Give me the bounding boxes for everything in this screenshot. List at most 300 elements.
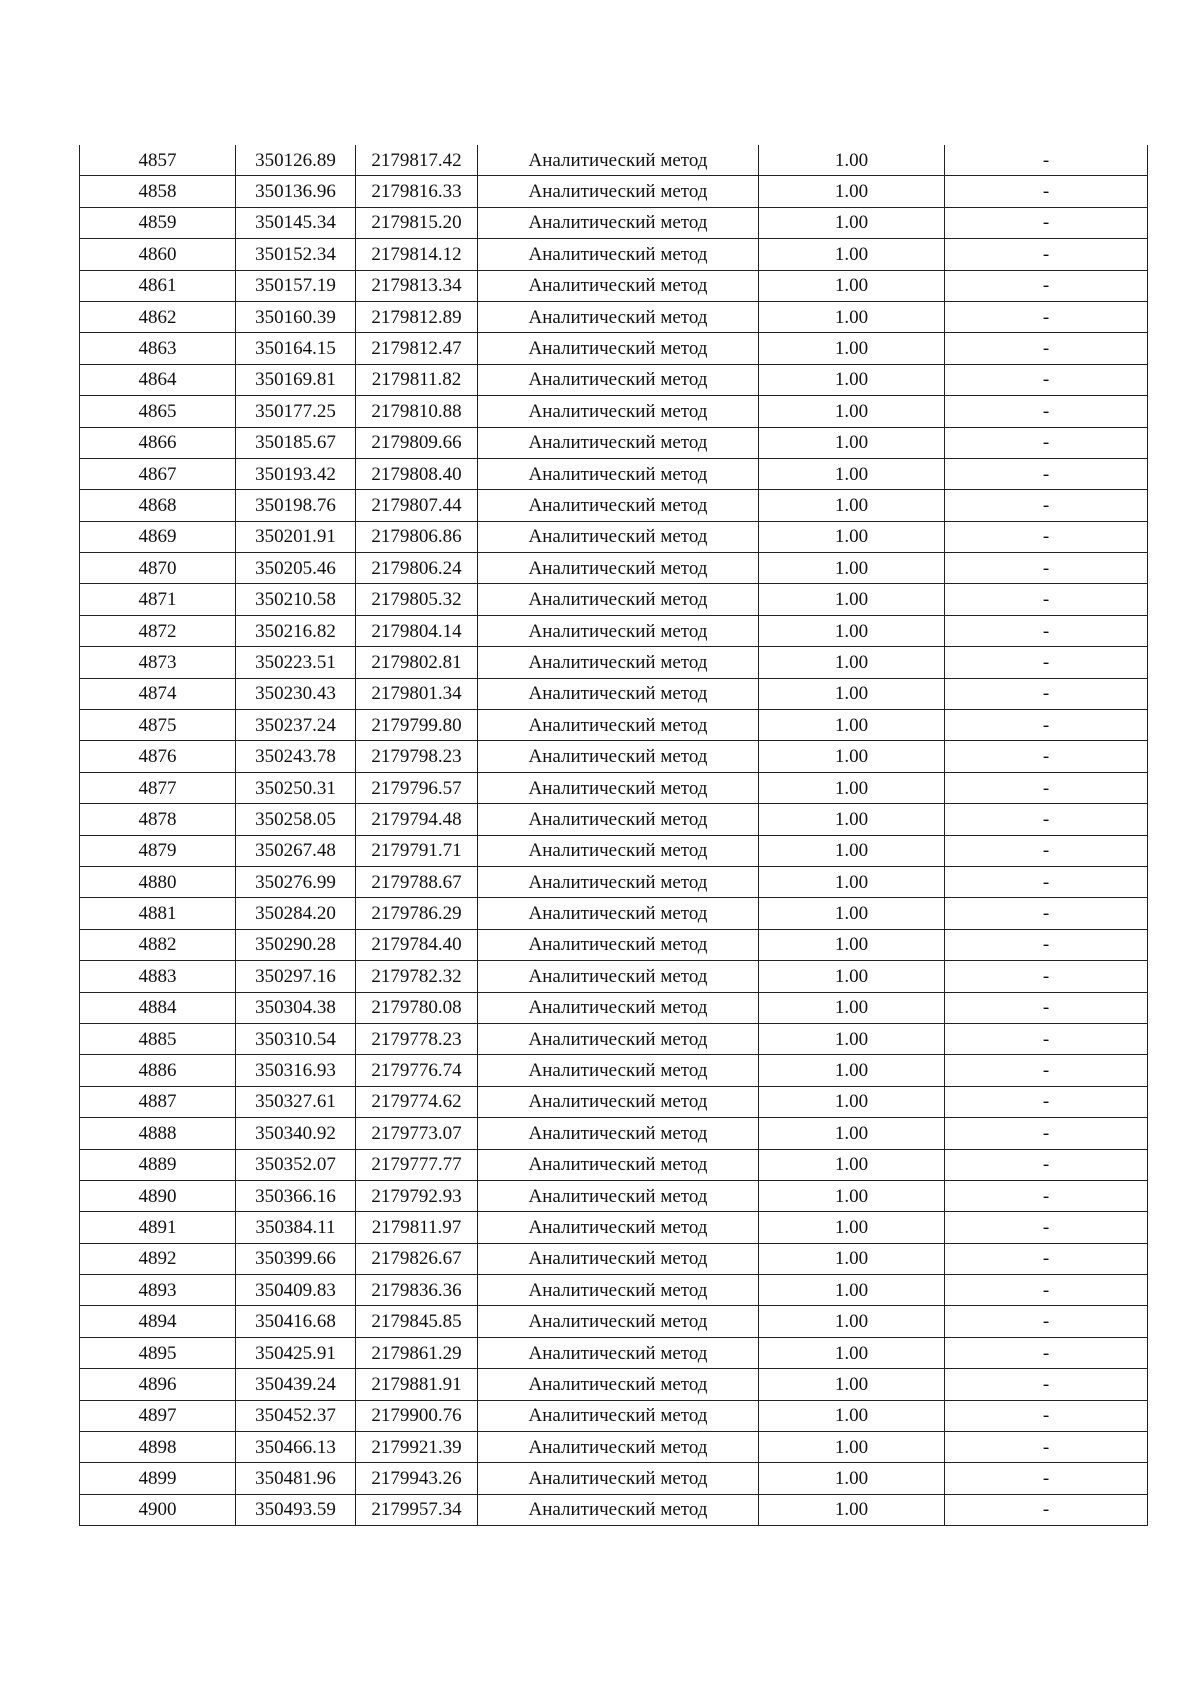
method-cell: Аналитический метод — [478, 1337, 759, 1368]
x-coordinate-cell: 350237.24 — [236, 710, 356, 741]
accuracy-cell: 1.00 — [759, 929, 945, 960]
point-number-cell: 4867 — [80, 458, 236, 489]
note-cell: - — [945, 1212, 1148, 1243]
method-cell: Аналитический метод — [478, 1086, 759, 1117]
method-cell: Аналитический метод — [478, 898, 759, 929]
point-number-cell: 4866 — [80, 427, 236, 458]
note-cell: - — [945, 647, 1148, 678]
accuracy-cell: 1.00 — [759, 145, 945, 176]
table-row — [80, 1400, 1148, 1431]
accuracy-cell: 1.00 — [759, 1118, 945, 1149]
method-cell: Аналитический метод — [478, 521, 759, 552]
x-coordinate-cell: 350258.05 — [236, 804, 356, 835]
accuracy-cell: 1.00 — [759, 772, 945, 803]
method-cell: Аналитический метод — [478, 1494, 759, 1525]
x-coordinate-cell: 350366.16 — [236, 1180, 356, 1211]
x-coordinate-cell: 350416.68 — [236, 1306, 356, 1337]
accuracy-cell: 1.00 — [759, 1432, 945, 1463]
note-cell: - — [945, 176, 1148, 207]
table-row — [80, 176, 1148, 207]
table-row — [80, 1432, 1148, 1463]
point-number-cell: 4861 — [80, 270, 236, 301]
note-cell: - — [945, 396, 1148, 427]
x-coordinate-cell: 350201.91 — [236, 521, 356, 552]
table-row — [80, 521, 1148, 552]
method-cell: Аналитический метод — [478, 396, 759, 427]
table-row — [80, 1463, 1148, 1494]
table-row — [80, 396, 1148, 427]
accuracy-cell: 1.00 — [759, 1306, 945, 1337]
note-cell: - — [945, 301, 1148, 332]
accuracy-cell: 1.00 — [759, 710, 945, 741]
note-cell: - — [945, 1243, 1148, 1274]
x-coordinate-cell: 350425.91 — [236, 1337, 356, 1368]
x-coordinate-cell: 350409.83 — [236, 1275, 356, 1306]
accuracy-cell: 1.00 — [759, 553, 945, 584]
y-coordinate-cell: 2179806.24 — [356, 553, 478, 584]
y-coordinate-cell: 2179811.97 — [356, 1212, 478, 1243]
point-number-cell: 4873 — [80, 647, 236, 678]
y-coordinate-cell: 2179804.14 — [356, 615, 478, 646]
note-cell: - — [945, 1494, 1148, 1525]
point-number-cell: 4896 — [80, 1369, 236, 1400]
y-coordinate-cell: 2179794.48 — [356, 804, 478, 835]
note-cell: - — [945, 678, 1148, 709]
accuracy-cell: 1.00 — [759, 1086, 945, 1117]
table-row — [80, 364, 1148, 395]
note-cell: - — [945, 553, 1148, 584]
table-row — [80, 772, 1148, 803]
point-number-cell: 4859 — [80, 207, 236, 238]
x-coordinate-cell: 350352.07 — [236, 1149, 356, 1180]
accuracy-cell: 1.00 — [759, 1212, 945, 1243]
y-coordinate-cell: 2179788.67 — [356, 866, 478, 897]
method-cell: Аналитический метод — [478, 804, 759, 835]
y-coordinate-cell: 2179809.66 — [356, 427, 478, 458]
table-row — [80, 1275, 1148, 1306]
method-cell: Аналитический метод — [478, 207, 759, 238]
note-cell: - — [945, 929, 1148, 960]
note-cell: - — [945, 1369, 1148, 1400]
method-cell: Аналитический метод — [478, 333, 759, 364]
point-number-cell: 4886 — [80, 1055, 236, 1086]
accuracy-cell: 1.00 — [759, 1400, 945, 1431]
x-coordinate-cell: 350297.16 — [236, 961, 356, 992]
table-row — [80, 866, 1148, 897]
point-number-cell: 4874 — [80, 678, 236, 709]
point-number-cell: 4879 — [80, 835, 236, 866]
note-cell: - — [945, 521, 1148, 552]
note-cell: - — [945, 458, 1148, 489]
note-cell: - — [945, 1118, 1148, 1149]
x-coordinate-cell: 350223.51 — [236, 647, 356, 678]
table-row — [80, 1337, 1148, 1368]
y-coordinate-cell: 2179811.82 — [356, 364, 478, 395]
note-cell: - — [945, 615, 1148, 646]
x-coordinate-cell: 350304.38 — [236, 992, 356, 1023]
note-cell: - — [945, 1180, 1148, 1211]
note-cell: - — [945, 961, 1148, 992]
point-number-cell: 4878 — [80, 804, 236, 835]
table-row — [80, 333, 1148, 364]
note-cell: - — [945, 1432, 1148, 1463]
method-cell: Аналитический метод — [478, 835, 759, 866]
x-coordinate-cell: 350399.66 — [236, 1243, 356, 1274]
y-coordinate-cell: 2179816.33 — [356, 176, 478, 207]
point-number-cell: 4900 — [80, 1494, 236, 1525]
method-cell: Аналитический метод — [478, 1149, 759, 1180]
x-coordinate-cell: 350145.34 — [236, 207, 356, 238]
y-coordinate-cell: 2179810.88 — [356, 396, 478, 427]
method-cell: Аналитический метод — [478, 458, 759, 489]
y-coordinate-cell: 2179815.20 — [356, 207, 478, 238]
point-number-cell: 4872 — [80, 615, 236, 646]
y-coordinate-cell: 2179802.81 — [356, 647, 478, 678]
accuracy-cell: 1.00 — [759, 835, 945, 866]
table-row — [80, 835, 1148, 866]
point-number-cell: 4888 — [80, 1118, 236, 1149]
y-coordinate-cell: 2179780.08 — [356, 992, 478, 1023]
x-coordinate-cell: 350276.99 — [236, 866, 356, 897]
x-coordinate-cell: 350205.46 — [236, 553, 356, 584]
table-row — [80, 929, 1148, 960]
method-cell: Аналитический метод — [478, 961, 759, 992]
y-coordinate-cell: 2179817.42 — [356, 145, 478, 176]
accuracy-cell: 1.00 — [759, 1180, 945, 1211]
y-coordinate-cell: 2179812.89 — [356, 301, 478, 332]
table-row — [80, 1086, 1148, 1117]
y-coordinate-cell: 2179808.40 — [356, 458, 478, 489]
point-number-cell: 4894 — [80, 1306, 236, 1337]
x-coordinate-cell: 350230.43 — [236, 678, 356, 709]
table-row — [80, 301, 1148, 332]
y-coordinate-cell: 2179836.36 — [356, 1275, 478, 1306]
point-number-cell: 4892 — [80, 1243, 236, 1274]
accuracy-cell: 1.00 — [759, 1494, 945, 1525]
method-cell: Аналитический метод — [478, 710, 759, 741]
accuracy-cell: 1.00 — [759, 1023, 945, 1054]
note-cell: - — [945, 364, 1148, 395]
note-cell: - — [945, 772, 1148, 803]
table-row — [80, 1023, 1148, 1054]
x-coordinate-cell: 350466.13 — [236, 1432, 356, 1463]
note-cell: - — [945, 490, 1148, 521]
point-number-cell: 4885 — [80, 1023, 236, 1054]
method-cell: Аналитический метод — [478, 145, 759, 176]
note-cell: - — [945, 1086, 1148, 1117]
method-cell: Аналитический метод — [478, 929, 759, 960]
x-coordinate-cell: 350169.81 — [236, 364, 356, 395]
accuracy-cell: 1.00 — [759, 1369, 945, 1400]
note-cell: - — [945, 1306, 1148, 1337]
accuracy-cell: 1.00 — [759, 1149, 945, 1180]
x-coordinate-cell: 350439.24 — [236, 1369, 356, 1400]
table-row — [80, 615, 1148, 646]
note-cell: - — [945, 835, 1148, 866]
note-cell: - — [945, 1337, 1148, 1368]
note-cell: - — [945, 741, 1148, 772]
note-cell: - — [945, 804, 1148, 835]
x-coordinate-cell: 350198.76 — [236, 490, 356, 521]
accuracy-cell: 1.00 — [759, 804, 945, 835]
y-coordinate-cell: 2179845.85 — [356, 1306, 478, 1337]
point-number-cell: 4858 — [80, 176, 236, 207]
x-coordinate-cell: 350185.67 — [236, 427, 356, 458]
method-cell: Аналитический метод — [478, 1275, 759, 1306]
y-coordinate-cell: 2179881.91 — [356, 1369, 478, 1400]
point-number-cell: 4887 — [80, 1086, 236, 1117]
y-coordinate-cell: 2179805.32 — [356, 584, 478, 615]
accuracy-cell: 1.00 — [759, 1275, 945, 1306]
point-number-cell: 4889 — [80, 1149, 236, 1180]
note-cell: - — [945, 1023, 1148, 1054]
y-coordinate-cell: 2179801.34 — [356, 678, 478, 709]
accuracy-cell: 1.00 — [759, 647, 945, 678]
y-coordinate-cell: 2179796.57 — [356, 772, 478, 803]
x-coordinate-cell: 350136.96 — [236, 176, 356, 207]
table-row — [80, 1243, 1148, 1274]
coordinates-table-body — [80, 145, 1148, 1526]
method-cell: Аналитический метод — [478, 615, 759, 646]
x-coordinate-cell: 350316.93 — [236, 1055, 356, 1086]
note-cell: - — [945, 270, 1148, 301]
note-cell: - — [945, 145, 1148, 176]
note-cell: - — [945, 207, 1148, 238]
accuracy-cell: 1.00 — [759, 992, 945, 1023]
y-coordinate-cell: 2179786.29 — [356, 898, 478, 929]
y-coordinate-cell: 2179791.71 — [356, 835, 478, 866]
point-number-cell: 4871 — [80, 584, 236, 615]
x-coordinate-cell: 350493.59 — [236, 1494, 356, 1525]
point-number-cell: 4870 — [80, 553, 236, 584]
accuracy-cell: 1.00 — [759, 1463, 945, 1494]
method-cell: Аналитический метод — [478, 1400, 759, 1431]
table-row — [80, 1494, 1148, 1525]
table-row — [80, 1212, 1148, 1243]
x-coordinate-cell: 350310.54 — [236, 1023, 356, 1054]
x-coordinate-cell: 350126.89 — [236, 145, 356, 176]
x-coordinate-cell: 350152.34 — [236, 239, 356, 270]
y-coordinate-cell: 2179806.86 — [356, 521, 478, 552]
table-row — [80, 647, 1148, 678]
y-coordinate-cell: 2179776.74 — [356, 1055, 478, 1086]
point-number-cell: 4880 — [80, 866, 236, 897]
method-cell: Аналитический метод — [478, 678, 759, 709]
y-coordinate-cell: 2179861.29 — [356, 1337, 478, 1368]
table-row — [80, 741, 1148, 772]
table-row — [80, 1149, 1148, 1180]
table-row — [80, 584, 1148, 615]
y-coordinate-cell: 2179777.77 — [356, 1149, 478, 1180]
table-row — [80, 1118, 1148, 1149]
x-coordinate-cell: 350243.78 — [236, 741, 356, 772]
table-row — [80, 490, 1148, 521]
y-coordinate-cell: 2179812.47 — [356, 333, 478, 364]
method-cell: Аналитический метод — [478, 1118, 759, 1149]
accuracy-cell: 1.00 — [759, 1055, 945, 1086]
note-cell: - — [945, 898, 1148, 929]
note-cell: - — [945, 1055, 1148, 1086]
accuracy-cell: 1.00 — [759, 898, 945, 929]
y-coordinate-cell: 2179807.44 — [356, 490, 478, 521]
accuracy-cell: 1.00 — [759, 584, 945, 615]
y-coordinate-cell: 2179784.40 — [356, 929, 478, 960]
y-coordinate-cell: 2179792.93 — [356, 1180, 478, 1211]
note-cell: - — [945, 1275, 1148, 1306]
method-cell: Аналитический метод — [478, 772, 759, 803]
x-coordinate-cell: 350160.39 — [236, 301, 356, 332]
accuracy-cell: 1.00 — [759, 207, 945, 238]
note-cell: - — [945, 710, 1148, 741]
x-coordinate-cell: 350164.15 — [236, 333, 356, 364]
method-cell: Аналитический метод — [478, 866, 759, 897]
note-cell: - — [945, 1400, 1148, 1431]
table-row — [80, 553, 1148, 584]
point-number-cell: 4883 — [80, 961, 236, 992]
table-row — [80, 992, 1148, 1023]
point-number-cell: 4899 — [80, 1463, 236, 1494]
accuracy-cell: 1.00 — [759, 615, 945, 646]
table-row — [80, 458, 1148, 489]
method-cell: Аналитический метод — [478, 741, 759, 772]
method-cell: Аналитический метод — [478, 1369, 759, 1400]
y-coordinate-cell: 2179773.07 — [356, 1118, 478, 1149]
accuracy-cell: 1.00 — [759, 364, 945, 395]
accuracy-cell: 1.00 — [759, 427, 945, 458]
accuracy-cell: 1.00 — [759, 1337, 945, 1368]
table-row — [80, 427, 1148, 458]
method-cell: Аналитический метод — [478, 364, 759, 395]
x-coordinate-cell: 350177.25 — [236, 396, 356, 427]
y-coordinate-cell: 2179957.34 — [356, 1494, 478, 1525]
note-cell: - — [945, 1463, 1148, 1494]
x-coordinate-cell: 350157.19 — [236, 270, 356, 301]
note-cell: - — [945, 239, 1148, 270]
note-cell: - — [945, 866, 1148, 897]
method-cell: Аналитический метод — [478, 1243, 759, 1274]
table-row — [80, 898, 1148, 929]
point-number-cell: 4882 — [80, 929, 236, 960]
accuracy-cell: 1.00 — [759, 239, 945, 270]
coordinates-table — [79, 145, 1148, 1526]
x-coordinate-cell: 350327.61 — [236, 1086, 356, 1117]
point-number-cell: 4890 — [80, 1180, 236, 1211]
table-row — [80, 1369, 1148, 1400]
x-coordinate-cell: 350193.42 — [236, 458, 356, 489]
table-row — [80, 207, 1148, 238]
table-row — [80, 1180, 1148, 1211]
method-cell: Аналитический метод — [478, 427, 759, 458]
method-cell: Аналитический метод — [478, 490, 759, 521]
method-cell: Аналитический метод — [478, 1055, 759, 1086]
x-coordinate-cell: 350340.92 — [236, 1118, 356, 1149]
point-number-cell: 4897 — [80, 1400, 236, 1431]
method-cell: Аналитический метод — [478, 301, 759, 332]
table-row — [80, 804, 1148, 835]
method-cell: Аналитический метод — [478, 553, 759, 584]
y-coordinate-cell: 2179814.12 — [356, 239, 478, 270]
note-cell: - — [945, 584, 1148, 615]
y-coordinate-cell: 2179943.26 — [356, 1463, 478, 1494]
accuracy-cell: 1.00 — [759, 490, 945, 521]
point-number-cell: 4862 — [80, 301, 236, 332]
accuracy-cell: 1.00 — [759, 1243, 945, 1274]
accuracy-cell: 1.00 — [759, 176, 945, 207]
method-cell: Аналитический метод — [478, 1212, 759, 1243]
method-cell: Аналитический метод — [478, 1180, 759, 1211]
accuracy-cell: 1.00 — [759, 521, 945, 552]
accuracy-cell: 1.00 — [759, 866, 945, 897]
point-number-cell: 4868 — [80, 490, 236, 521]
point-number-cell: 4884 — [80, 992, 236, 1023]
x-coordinate-cell: 350210.58 — [236, 584, 356, 615]
y-coordinate-cell: 2179900.76 — [356, 1400, 478, 1431]
method-cell: Аналитический метод — [478, 239, 759, 270]
accuracy-cell: 1.00 — [759, 301, 945, 332]
point-number-cell: 4891 — [80, 1212, 236, 1243]
method-cell: Аналитический метод — [478, 1432, 759, 1463]
point-number-cell: 4857 — [80, 145, 236, 176]
x-coordinate-cell: 350250.31 — [236, 772, 356, 803]
y-coordinate-cell: 2179778.23 — [356, 1023, 478, 1054]
table-row — [80, 1306, 1148, 1337]
accuracy-cell: 1.00 — [759, 333, 945, 364]
table-row — [80, 961, 1148, 992]
accuracy-cell: 1.00 — [759, 270, 945, 301]
point-number-cell: 4864 — [80, 364, 236, 395]
accuracy-cell: 1.00 — [759, 458, 945, 489]
table-row — [80, 239, 1148, 270]
y-coordinate-cell: 2179921.39 — [356, 1432, 478, 1463]
point-number-cell: 4875 — [80, 710, 236, 741]
method-cell: Аналитический метод — [478, 992, 759, 1023]
y-coordinate-cell: 2179799.80 — [356, 710, 478, 741]
table-row — [80, 270, 1148, 301]
note-cell: - — [945, 1149, 1148, 1180]
point-number-cell: 4898 — [80, 1432, 236, 1463]
x-coordinate-cell: 350267.48 — [236, 835, 356, 866]
accuracy-cell: 1.00 — [759, 678, 945, 709]
y-coordinate-cell: 2179782.32 — [356, 961, 478, 992]
table-row — [80, 678, 1148, 709]
x-coordinate-cell: 350384.11 — [236, 1212, 356, 1243]
point-number-cell: 4881 — [80, 898, 236, 929]
x-coordinate-cell: 350216.82 — [236, 615, 356, 646]
x-coordinate-cell: 350452.37 — [236, 1400, 356, 1431]
accuracy-cell: 1.00 — [759, 741, 945, 772]
method-cell: Аналитический метод — [478, 1463, 759, 1494]
note-cell: - — [945, 333, 1148, 364]
method-cell: Аналитический метод — [478, 270, 759, 301]
x-coordinate-cell: 350284.20 — [236, 898, 356, 929]
y-coordinate-cell: 2179798.23 — [356, 741, 478, 772]
x-coordinate-cell: 350290.28 — [236, 929, 356, 960]
y-coordinate-cell: 2179826.67 — [356, 1243, 478, 1274]
point-number-cell: 4876 — [80, 741, 236, 772]
method-cell: Аналитический метод — [478, 1023, 759, 1054]
table-row — [80, 1055, 1148, 1086]
y-coordinate-cell: 2179774.62 — [356, 1086, 478, 1117]
table-row — [80, 710, 1148, 741]
table-row — [80, 145, 1148, 176]
point-number-cell: 4895 — [80, 1337, 236, 1368]
accuracy-cell: 1.00 — [759, 961, 945, 992]
method-cell: Аналитический метод — [478, 1306, 759, 1337]
point-number-cell: 4869 — [80, 521, 236, 552]
point-number-cell: 4863 — [80, 333, 236, 364]
y-coordinate-cell: 2179813.34 — [356, 270, 478, 301]
method-cell: Аналитический метод — [478, 647, 759, 678]
